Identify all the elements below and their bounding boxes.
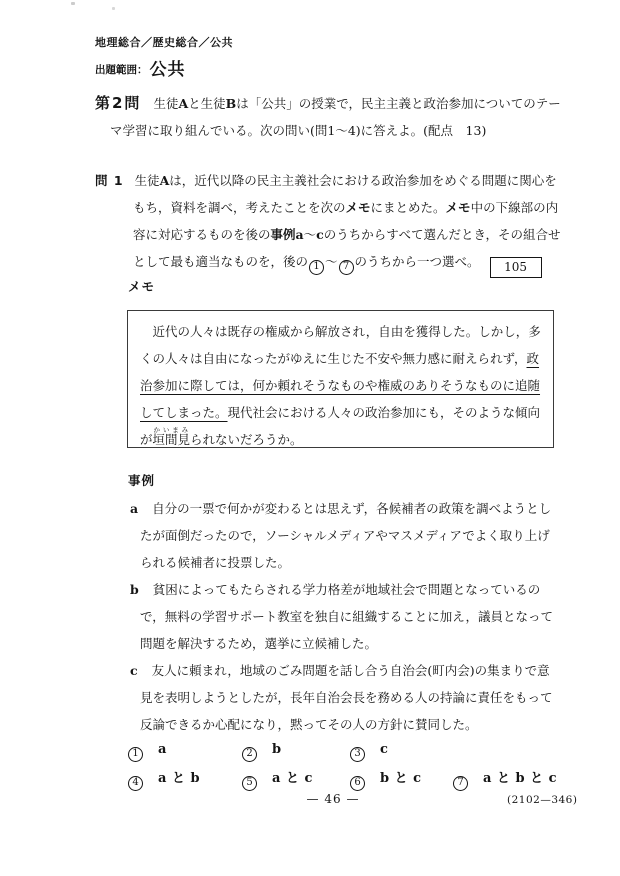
choice-label: c [380,741,389,757]
page-number: — 46 — [306,792,360,806]
circled-number: 6 [350,776,365,791]
circled-number-1: 1 [309,260,324,275]
case-item-a [130,495,560,576]
scan-speck [71,2,75,5]
text-segment: は「公共」の授業で，民主主義と政治参加についてのテーマ学習に取り組んでいる。次の問い(問1～4)に答えよ。(配点 13) [110,96,561,138]
text-segment: は，近代以降の民主主義社会における政治参加をめぐる問題に関心をもち，資料を調べ，考えたことを次の [133,173,557,215]
text-segment: と生徒 [188,96,226,111]
case-label: a [130,501,139,516]
text-segment: 生徒 [134,173,160,188]
choice-row [128,737,578,765]
circled-number: 1 [128,747,143,762]
circled-number: 2 [242,747,257,762]
question-2-label: 第2問 [95,94,142,112]
ruby-furigana: かいまみ [152,426,191,434]
memo-box [127,310,554,448]
case-text: 貧困によってもたらされる学力格差が地域社会で問題となっているので，無料の学習サポート教室を独自に組織することに加え，議員となって問題を解決するため，選挙に立候補した。 [140,582,554,651]
memo-heading: メモ [128,279,156,294]
circled-number-7: 7 [339,260,354,275]
choice-label: b と c [380,771,422,786]
choice-6 [350,767,453,791]
case-label: b [130,582,139,597]
circled-number: 4 [128,776,143,791]
answer-number-box: 105 [490,257,542,278]
choice-4 [128,767,242,791]
text-segment: 生徒 [153,96,179,111]
jirei-ref: 事例 [270,227,296,242]
tilde: ～ [325,254,338,269]
case-list [130,495,560,738]
text-segment: にまとめた。 [370,200,446,215]
question-1-label: 問 1 [95,173,124,188]
ruby-base: 垣間見 [152,432,191,447]
text-segment: のうちからすべて選んだとき，その組合せとして最も適当なものを，後の [133,227,561,269]
choice-label: a と b [158,771,201,786]
student-b: B [225,96,237,111]
text-segment: られないだろうか。 [190,432,303,447]
text-segment: のうちから一つ選べ。 [354,254,480,269]
circled-number: 3 [350,747,365,762]
scan-speck [112,7,115,10]
question-1 [95,167,561,278]
booklet-code: (2102—346) [507,794,578,806]
memo-ref: メモ [445,200,471,215]
case-text: 自分の一票で何かが変わるとは思えず，各候補者の政策を調べようとしたが面倒だったので，ソーシャルメディアやマスメディアでよく取り上げられる候補者に投票した。 [140,501,552,570]
question-2-intro [95,90,561,144]
underlined-passage: 政治参加に際しては，何か頼れそうなものや権威のありそうなものに追随してしまった。 [140,351,541,420]
choice-label: a と c [272,771,313,786]
text-segment: 中の下線部の内容に対応するものを後の [133,200,559,242]
tilde: ～ [303,227,317,242]
text-segment: 現代社会における人々の政治参加にも，そのような傾向が [140,405,541,447]
choice-row [128,765,578,793]
case-text: 友人に頼まれ，地域のごみ問題を話し合う自治会(町内会)の集まりで意見を表明しようとしたが，長年自治会長を務める人の持論に責任をもって反論できるか心配になり，黙ってその人の方針に賛同した。 [140,663,553,732]
ruby-word [152,426,191,447]
case-letter-c: c [316,227,324,242]
text-segment: 近代の人々は既存の権威から解放され，自由を獲得した。しかし，多くの人々は自由になったがゆえに生じた不安や無力感に耐えられず， [140,324,541,366]
choice-label: b [272,741,282,757]
answer-choices [128,737,578,793]
case-item-b [130,576,560,657]
range-label: 出題範囲： [95,64,148,76]
case-letter-a: a [295,227,304,242]
case-label: c [130,663,138,678]
choice-1 [128,741,242,762]
circled-number: 5 [242,776,257,791]
choice-2 [242,741,350,762]
memo-ref: メモ [345,200,371,215]
choice-label: a [158,741,167,757]
case-item-c [130,657,560,738]
jirei-heading: 事例 [128,473,156,488]
subject-list: 地理総合／歴史総合／公共 [95,36,233,49]
range-value: 公共 [149,60,186,80]
choice-label: a と b と c [483,771,558,786]
student-a: A [159,173,170,188]
exam-range-line [95,55,233,80]
choice-5 [242,767,350,791]
choice-3 [350,741,453,762]
choice-7 [453,767,557,791]
page-header [95,34,233,80]
circled-number: 7 [453,776,468,791]
memo-paragraph [140,318,541,453]
student-a: A [178,96,189,111]
page-footer [0,792,620,812]
